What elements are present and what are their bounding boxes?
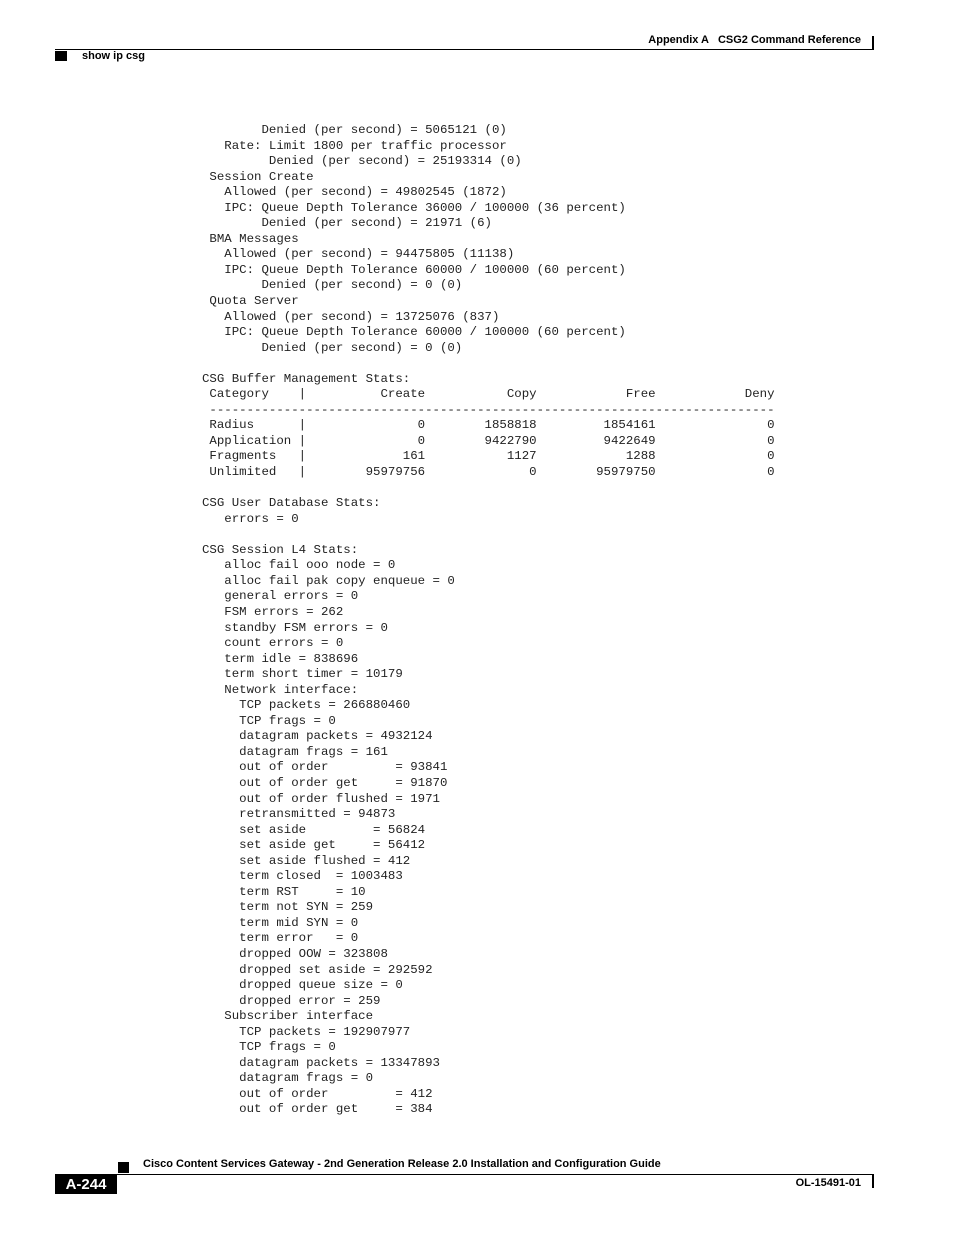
code-line: Session Create [202,169,314,184]
code-line: term short timer = 10179 [202,667,403,682]
code-line: TCP packets = 192907977 [202,1024,411,1039]
code-line: datagram packets = 4932124 [202,729,433,744]
footer-right-tick [872,1174,874,1188]
command-output-code-block [202,123,775,1118]
code-line: Rate: Limit 1800 per traffic processor [202,138,507,153]
code-line: Allowed (per second) = 94475805 (11138) [202,247,515,262]
code-line: term error = 0 [202,931,359,946]
code-line: datagram frags = 0 [202,1071,374,1086]
code-line: set aside flushed = 412 [202,853,411,868]
code-line: Unlimited | 95979756 0 95979750 0 [202,465,775,480]
code-line: dropped set aside = 292592 [202,962,433,977]
code-line: term idle = 838696 [202,651,359,666]
code-line: TCP packets = 266880460 [202,698,411,713]
code-line: CSG User Database Stats: [202,496,381,511]
code-line: TCP frags = 0 [202,713,336,728]
code-line: Denied (per second) = 5065121 (0) [202,123,507,137]
code-line: Denied (per second) = 21971 (6) [202,216,492,231]
code-line: general errors = 0 [202,589,359,604]
code-line: term RST = 10 [202,884,366,899]
code-line: Denied (per second) = 25193314 (0) [202,154,522,169]
code-line: set aside = 56824 [202,822,426,837]
code-line: term not SYN = 259 [202,900,374,915]
code-line: alloc fail ooo node = 0 [202,558,396,573]
header-right-tick [872,36,874,50]
code-line: datagram packets = 13347893 [202,1055,440,1070]
code-line: dropped queue size = 0 [202,978,403,993]
code-line: FSM errors = 262 [202,604,344,619]
code-line: dropped error = 259 [202,993,381,1008]
page-number: A-244 [55,1175,117,1194]
code-line: IPC: Queue Depth Tolerance 60000 / 100000 (60 percent) [202,262,626,277]
code-line: standby FSM errors = 0 [202,620,388,635]
code-line: errors = 0 [202,511,299,526]
code-line: Network interface: [202,682,359,697]
code-line: count errors = 0 [202,636,344,651]
code-line: Quota Server [202,294,299,309]
code-line: Allowed (per second) = 49802545 (1872) [202,185,507,200]
code-line: CSG Session L4 Stats: [202,542,359,557]
code-line: Fragments | 161 1127 1288 0 [202,449,775,464]
header-appendix: Appendix A [648,34,709,46]
header-section-title: show ip csg [82,50,145,62]
code-line: term closed = 1003483 [202,869,403,884]
code-line: Application | 0 9422790 9422649 0 [202,433,775,448]
code-line [202,527,775,543]
code-line: out of order get = 91870 [202,775,448,790]
code-line: Category | Create Copy Free Deny [202,387,775,402]
code-line: ---------------------------------------------------------------------------- [202,402,775,417]
code-line: out of order = 93841 [202,760,448,775]
code-line: alloc fail pak copy enqueue = 0 [202,573,455,588]
code-line: out of order flushed = 1971 [202,791,440,806]
code-line: out of order = 412 [202,1086,433,1101]
code-line: Allowed (per second) = 13725076 (837) [202,309,500,324]
code-line: datagram frags = 161 [202,744,388,759]
code-line: set aside get = 56412 [202,838,426,853]
header-chapter-title: CSG2 Command Reference [717,34,861,46]
code-line: CSG Buffer Management Stats: [202,371,411,386]
header-marker [55,51,67,61]
code-line: BMA Messages [202,231,299,246]
code-line [202,356,775,372]
code-line: IPC: Queue Depth Tolerance 36000 / 100000 (36 percent) [202,200,626,215]
header-rule [55,49,873,50]
footer-marker [118,1162,129,1173]
footer-doc-id: OL-15491-01 [795,1177,861,1189]
code-line: Subscriber interface [202,1009,374,1024]
code-line: IPC: Queue Depth Tolerance 60000 / 100000 (60 percent) [202,325,626,340]
code-line: Denied (per second) = 0 (0) [202,278,463,293]
code-line: TCP frags = 0 [202,1040,336,1055]
code-line: Radius | 0 1858818 1854161 0 [202,418,775,433]
code-line [202,481,775,497]
code-line: retransmitted = 94873 [202,807,396,822]
code-line: out of order get = 384 [202,1102,433,1117]
footer-rule [55,1174,873,1175]
footer-guide-title: Cisco Content Services Gateway - 2nd Generation Release 2.0 Installation and Configuration Guide [143,1158,661,1170]
code-line: term mid SYN = 0 [202,915,359,930]
code-line: dropped OOW = 323808 [202,946,388,961]
code-line: Denied (per second) = 0 (0) [202,340,463,355]
